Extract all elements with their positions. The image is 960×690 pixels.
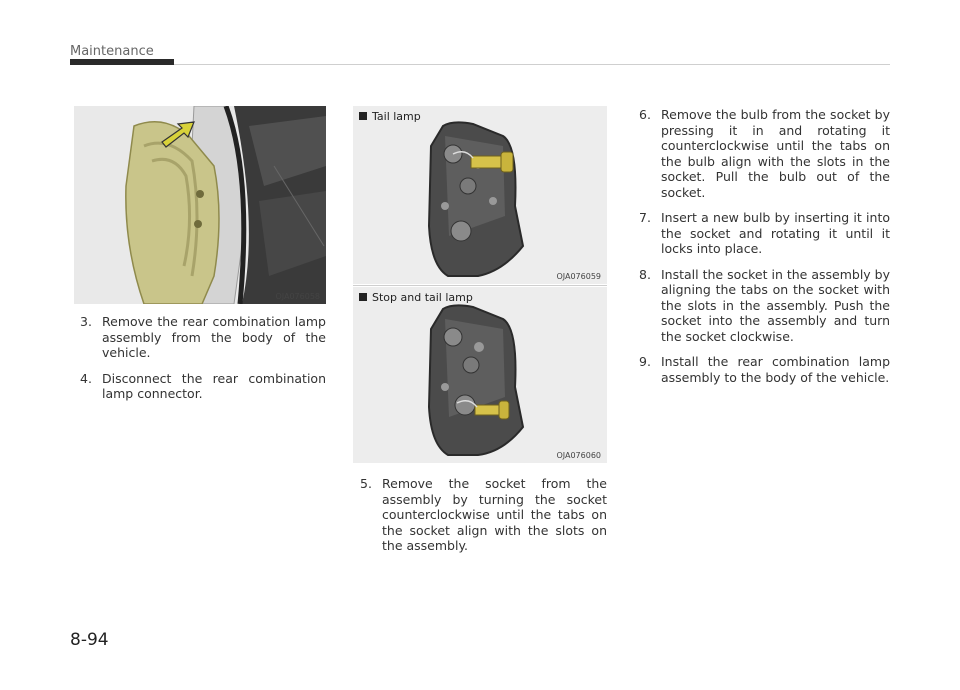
- header-rule: [174, 64, 890, 65]
- figure-label: Stop and tail lamp: [359, 291, 473, 304]
- step-item: 5. Remove the socket from the assembly by turning the socket counterclockwise until the tabs on the socket align with the slots on the assembly.: [360, 476, 607, 553]
- header-accent-bar: [70, 59, 174, 65]
- steps-column-3: [639, 107, 890, 395]
- figure-rear-lamp-removal: [74, 106, 326, 304]
- steps-column-1: [80, 314, 326, 412]
- figure-code: OJA076058: [275, 292, 320, 301]
- step-item: 3. Remove the rear combination lamp assembly from the body of the vehicle.: [80, 314, 326, 360]
- bullet-square: [359, 112, 367, 120]
- step-item: 4. Disconnect the rear combination lamp connector.: [80, 370, 326, 401]
- rear-lamp-illustration: [74, 106, 326, 304]
- steps-column-2: [360, 476, 607, 564]
- figure-stop-tail-lamp: [353, 287, 607, 463]
- tail-lamp-illustration: [353, 106, 607, 284]
- figure-code: OJA076060: [556, 451, 601, 460]
- step-item: 7. Insert a new bulb by inserting it into the socket and rotating it until it locks into place.: [639, 210, 890, 256]
- figure-code: OJA076059: [556, 272, 601, 281]
- step-item: 8. Install the socket in the assembly by aligning the tabs on the socket with the slots in the assembly. Push the socket into the assembly and turn the socket clockwise.: [639, 266, 890, 344]
- section-title: Maintenance: [70, 44, 154, 59]
- stop-tail-lamp-illustration: [353, 287, 607, 463]
- figure-divider: [353, 285, 607, 286]
- step-item: 9. Install the rear combination lamp assembly to the body of the vehicle.: [639, 354, 890, 385]
- step-item: 6. Remove the bulb from the socket by pressing it in and rotating it counterclockwise until the tabs on the bulb align with the slots in the socket. Pull the bulb out of the socket.: [639, 107, 890, 200]
- figure-label: Tail lamp: [359, 110, 421, 123]
- bullet-square: [359, 293, 367, 301]
- figure-tail-lamp: [353, 106, 607, 284]
- page-number: 8-94: [70, 630, 109, 650]
